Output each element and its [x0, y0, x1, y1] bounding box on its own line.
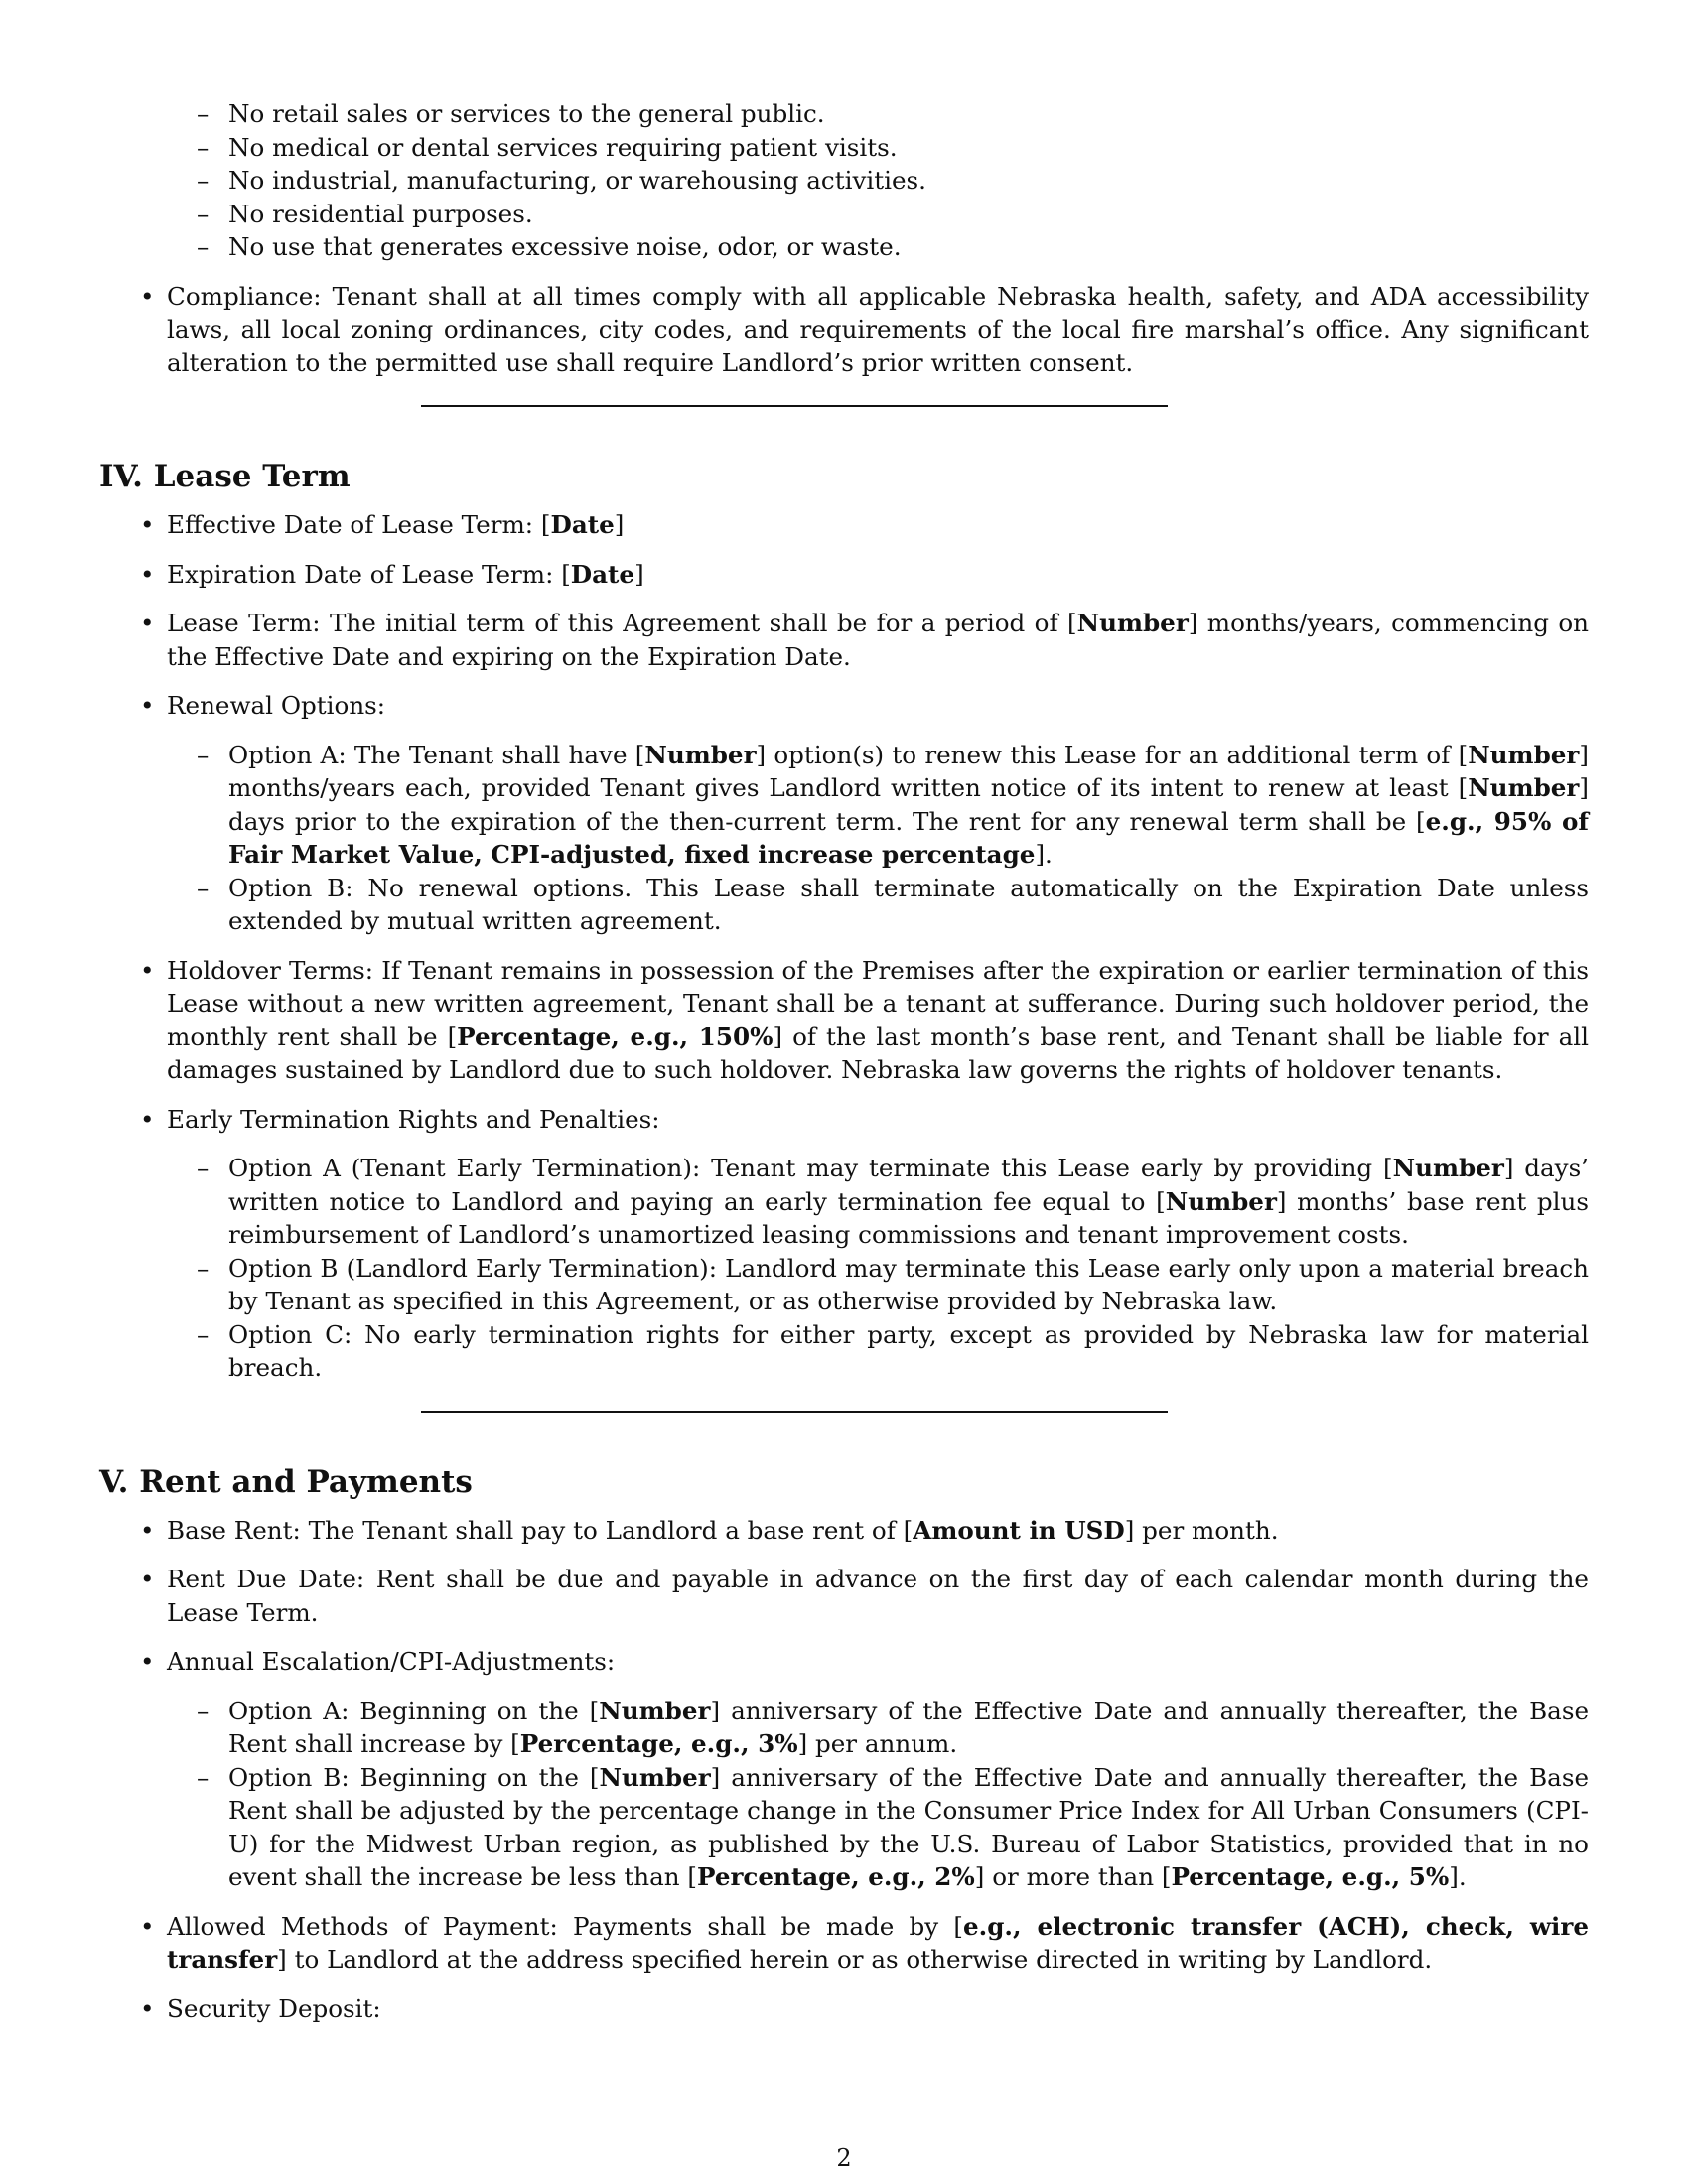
early-termination-item: • Early Termination Rights and Penalties: – Option A (Tenant Early Termination): Tenant may terminate this Lease early by providing [Number] days’ written notice to Landlord and paying an early termination fee equal to [Number] months’ base rent plus reimbursement of Landlord’s unamortized leasing commissions and tenant improvement costs. – Option B (Landlord Early Termination): Landlord may terminate this Lease early only upon a material breach by Tenant as specified in this Agreement, or as otherwise provided by Nebraska law. – Option C: No early termination rights for either party, except as provided by Nebraska law for material breach.: [167, 1103, 1589, 1385]
renewal-options-item: • Renewal Options: – Option A: The Tenant shall have [Number] option(s) to renew this Lease for an additional term of [Number] months/years each, provided Tenant gives Landlord written notice of its intent to renew at least [Number] days prior to the expiration of the then-current term. The rent for any renewal term shall be [e.g., 95% of Fair Market Value, CPI-adjusted, fixed increase percentage]. – Option B: No renewal options. This Lease shall terminate automatically on the Expiration Date unless extended by mutual written agreement.: [167, 689, 1589, 938]
base-rent-item: • Base Rent: The Tenant shall pay to Landlord a base rent of [Amount in USD] per month.: [167, 1514, 1589, 1548]
renewal-option-a: – Option A: The Tenant shall have [Number] option(s) to renew this Lease for an additional term of [Number] months/years each, provided Tenant gives Landlord written notice of its intent to renew at least [Number] days prior to the expiration of the then-current term. The rent for any renewal term shall be [e.g., 95% of Fair Market Value, CPI-adjusted, fixed increase percentage].: [197, 739, 1589, 872]
list-item: – No medical or dental services requiring patient visits.: [197, 131, 1589, 165]
section-heading-lease-term: IV. Lease Term: [99, 459, 351, 494]
early-termination-option-c: – Option C: No early termination rights for either party, except as provided by Nebraska law for material breach.: [197, 1318, 1589, 1385]
escalation-option-a: – Option A: Beginning on the [Number] anniversary of the Effective Date and annually thereafter, the Base Rent shall increase by [Percentage, e.g., 3%] per annum.: [197, 1695, 1589, 1761]
rent-payments-list: [167, 1514, 1589, 2026]
rent-due-date-item: • Rent Due Date: Rent shall be due and payable in advance on the first day of each calendar month during the Lease Term.: [167, 1563, 1589, 1629]
payment-methods-item: • Allowed Methods of Payment: Payments shall be made by [e.g., electronic transfer (ACH), check, wire transfer] to Landlord at the address specified herein or as otherwise directed in writing by Landlord.: [167, 1910, 1589, 1977]
expiration-date-item: • Expiration Date of Lease Term: [Date]: [167, 558, 1589, 592]
lease-term-item: • Lease Term: The initial term of this Agreement shall be for a period of [Number] months/years, commencing on the Effective Date and expiring on the Expiration Date.: [167, 607, 1589, 673]
escalation-sublist: [197, 1695, 1589, 1894]
renewal-option-b: – Option B: No renewal options. This Lease shall terminate automatically on the Expiration Date unless extended by mutual written agreement.: [197, 872, 1589, 938]
page-number: 2: [836, 2144, 852, 2172]
lease-term-list: [167, 508, 1589, 1385]
section-heading-rent-payments: V. Rent and Payments: [99, 1463, 473, 1500]
early-termination-option-a: – Option A (Tenant Early Termination): Tenant may terminate this Lease early by providing [Number] days’ written notice to Landlord and paying an early termination fee equal to [Number] months’ base rent plus reimbursement of Landlord’s unamortized leasing commissions and tenant improvement costs.: [197, 1152, 1589, 1252]
holdover-terms-item: • Holdover Terms: If Tenant remains in possession of the Premises after the expiration or earlier termination of this Lease without a new written agreement, Tenant shall be a tenant at sufferance. During such holdover period, the monthly rent shall be [Percentage, e.g., 150%] of the last month’s base rent, and Tenant shall be liable for all damages sustained by Landlord due to such holdover. Nebraska law governs the rights of holdover tenants.: [167, 954, 1589, 1087]
effective-date-item: • Effective Date of Lease Term: [Date]: [167, 508, 1589, 542]
renewal-options-sublist: [197, 739, 1589, 938]
security-deposit-item: • Security Deposit:: [167, 1992, 1589, 2026]
early-termination-sublist: [197, 1152, 1589, 1385]
early-termination-option-b: – Option B (Landlord Early Termination): Landlord may terminate this Lease early only upon a material breach by Tenant as specified in this Agreement, or as otherwise provided by Nebraska law.: [197, 1252, 1589, 1318]
page-content: [99, 97, 1589, 2041]
list-item: – No residential purposes.: [197, 198, 1589, 231]
escalation-option-b: – Option B: Beginning on the [Number] anniversary of the Effective Date and annually thereafter, the Base Rent shall be adjusted by the percentage change in the Consumer Price Index for All Urban Consumers (CPI-U) for the Midwest Urban region, as published by the U.S. Bureau of Labor Statistics, provided that in no event shall the increase be less than [Percentage, e.g., 2%] or more than [Percentage, e.g., 5%].: [197, 1761, 1589, 1894]
list-item: – No use that generates excessive noise, odor, or waste.: [197, 230, 1589, 264]
compliance-list: [167, 280, 1589, 380]
list-item: – No industrial, manufacturing, or warehousing activities.: [197, 164, 1589, 198]
list-item: – No retail sales or services to the general public.: [197, 97, 1589, 131]
annual-escalation-item: • Annual Escalation/CPI-Adjustments: – Option A: Beginning on the [Number] anniversary of the Effective Date and annually thereafter, the Base Rent shall increase by [Percentage, e.g., 3%] per annum. – Option B: Beginning on the [Number] anniversary of the Effective Date and annually thereafter, the Base Rent shall be adjusted by the percentage change in the Consumer Price Index for All Urban Consumers (CPI-U) for the Midwest Urban region, as published by the U.S. Bureau of Labor Statistics, provided that in no event shall the increase be less than [Percentage, e.g., 2%] or more than [Percentage, e.g., 5%].: [167, 1645, 1589, 1894]
use-restrictions-list: [197, 97, 1589, 264]
compliance-clause: • Compliance: Tenant shall at all times comply with all applicable Nebraska health, safety, and ADA accessibility laws, all local zoning ordinances, city codes, and requirements of the local fire marshal’s office. Any significant alteration to the permitted use shall require Landlord’s prior written consent.: [167, 280, 1589, 380]
section-divider: [421, 405, 1168, 407]
section-divider: [421, 1411, 1168, 1413]
